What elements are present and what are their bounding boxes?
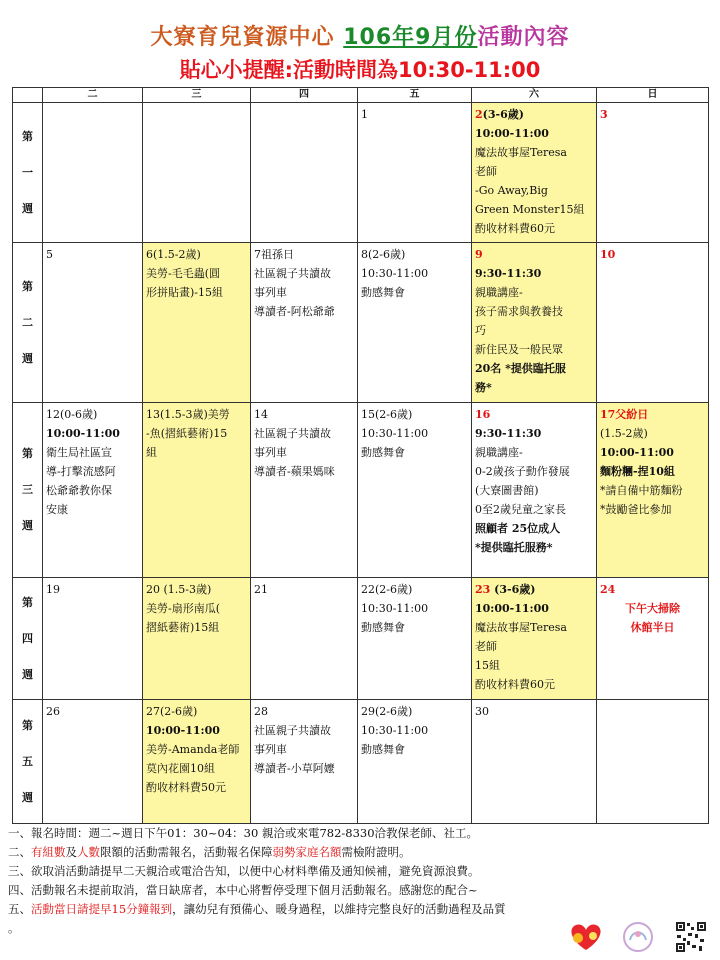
cell-line: 孩子需求與教養技	[475, 305, 563, 318]
day-cell	[251, 103, 358, 243]
day-cell	[143, 403, 251, 578]
cell-line: 酌收材料費50元	[146, 781, 226, 794]
reminder-title: 貼心小提醒:活動時間為10:30-11:00	[179, 58, 541, 82]
weekday-header: 三	[143, 88, 251, 103]
cell-line: 15(2-6歲)	[361, 408, 413, 421]
title-rest: 活動內容	[477, 25, 570, 50]
note-line	[8, 900, 714, 919]
cell-line: 7祖孫日	[254, 248, 294, 261]
cell-line: 26	[46, 705, 60, 718]
day-cell	[597, 103, 709, 243]
cell-line: 巧	[475, 324, 486, 337]
weekday-header-row	[13, 88, 709, 103]
cell-line: 導讀者-阿松爺爺	[254, 305, 335, 318]
note-text: 五、	[8, 902, 31, 916]
cell-line: 導讀者-小草阿嬤	[254, 762, 335, 775]
cell-line: 8(2-6歲)	[361, 248, 406, 261]
day-cell	[358, 700, 472, 824]
cell-line: 1	[361, 108, 368, 121]
corner-cell	[13, 88, 43, 103]
cell-line: 組	[146, 446, 157, 459]
cell-line: 9:30-11:30	[475, 427, 542, 440]
day-cell	[251, 578, 358, 700]
week-label	[13, 103, 43, 243]
cell-line: 17父紛日	[600, 408, 649, 421]
day-cell	[43, 700, 143, 824]
day-cell	[143, 578, 251, 700]
day-cell	[251, 403, 358, 578]
week-row	[13, 578, 709, 700]
weekday-header: 五	[358, 88, 472, 103]
week-label-char: 五	[22, 754, 33, 768]
cell-line: 形拼貼畫)-15組	[146, 286, 224, 299]
cell-line: 9	[475, 248, 483, 261]
note-line	[8, 824, 714, 843]
cell-line: 魔法故事屋Teresa	[475, 621, 567, 634]
week-label-char: 第	[22, 447, 33, 460]
cell-line: 10:30-11:00	[361, 724, 429, 737]
day-cell	[43, 578, 143, 700]
day-cell	[472, 578, 597, 700]
note-text: 二、	[8, 845, 31, 859]
week-row	[13, 103, 709, 243]
cell-line: 動感舞會	[361, 286, 405, 299]
activity-calendar	[12, 87, 709, 824]
cell-line: 莫內花園10組	[146, 762, 215, 775]
cell-line: 照顧者 25位成人	[475, 522, 561, 535]
day-cell	[143, 243, 251, 403]
cell-line: 21	[254, 583, 268, 596]
day-cell	[597, 403, 709, 578]
cell-line: 老師	[475, 640, 497, 653]
day-cell	[43, 243, 143, 403]
cell-line: *請自備中筋麵粉	[600, 484, 683, 497]
cell-line: 新住民及一般民眾	[475, 343, 563, 356]
page-title	[0, 20, 720, 51]
cell-line: 22(2-6歲)	[361, 583, 413, 596]
cell-line: 9:30-11:30	[475, 267, 542, 280]
note-text: 需檢附證明。	[341, 845, 411, 859]
week-label	[13, 700, 43, 824]
cell-line: 10:00-11:00	[600, 446, 674, 459]
note-line	[8, 919, 714, 938]
cell-line: 23 (3-6歲)	[475, 583, 536, 596]
week-row	[13, 700, 709, 824]
partner-logo-icon	[620, 920, 656, 954]
cell-line: 老師	[475, 165, 497, 178]
note-text: 三、欲取消活動請提早二天親洽或電洽告知，以便中心材料準備及通知候補，避免資源浪費。	[8, 864, 480, 878]
cell-line: -Go Away,Big	[475, 184, 548, 197]
weekday-header: 四	[251, 88, 358, 103]
cell-line: 27(2-6歲)	[146, 705, 198, 718]
day-cell	[251, 243, 358, 403]
cell-line: 美勞-扇形南瓜(	[146, 602, 221, 615]
note-text: 限額的活動需報名，活動報名保障	[100, 845, 273, 859]
week-label-char: 第	[22, 718, 33, 732]
note-text: 四、活動報名未提前取消，當日缺席者，本中心將暫停受理下個月活動報名。感謝您的配合~	[8, 883, 478, 897]
cell-line: 10:00-11:00	[46, 427, 120, 440]
cell-line: 動感舞會	[361, 743, 405, 756]
day-cell	[597, 578, 709, 700]
note-text: 活動當日請提早15分鐘報到	[31, 902, 173, 916]
qr-code-icon[interactable]	[675, 921, 707, 953]
cell-line: (大寮圖書館)	[475, 484, 539, 497]
cell-line: 0至2歲兒童之家長	[475, 503, 566, 516]
week-label-char: 週	[22, 201, 33, 215]
cell-line: 10:30-11:00	[361, 427, 429, 440]
week-label	[13, 578, 43, 700]
cell-line: *鼓勵爸比參加	[600, 503, 672, 516]
cell-line: 動感舞會	[361, 446, 405, 459]
notes-section	[8, 824, 714, 938]
note-text: 一、報名時間：週二~週日下午01：30~04：30 親洽或來電782-8330洽教保老師、社工。	[8, 826, 479, 840]
cell-line: 摺紙藝術)15組	[146, 621, 220, 634]
day-cell	[472, 103, 597, 243]
week-label-char: 週	[22, 351, 33, 365]
day-cell	[358, 243, 472, 403]
week-label-char: 第	[22, 279, 33, 293]
cell-line: 6(1.5-2歲)	[146, 248, 201, 261]
cell-line: 社區親子共讀故	[254, 267, 331, 280]
cell-line: 14	[254, 408, 268, 421]
day-number: 2	[475, 108, 483, 121]
cell-line: 安康	[46, 503, 68, 516]
cell-line: 20 (1.5-3歲)	[146, 583, 212, 596]
cell-line: 20名 *提供臨托服	[475, 362, 566, 375]
day-cell	[43, 403, 143, 578]
week-row	[13, 243, 709, 403]
week-label-char: 一	[22, 165, 33, 179]
cell-line: 10:00-11:00	[475, 602, 549, 615]
week-label-char: 三	[22, 483, 33, 496]
day-cell	[472, 403, 597, 578]
weekday-header: 六	[472, 88, 597, 103]
note-line	[8, 862, 714, 881]
cell-line: 親職講座-	[475, 286, 523, 299]
cell-line: -魚(摺紙藝術)15	[146, 427, 228, 440]
cell-line: 3	[600, 108, 608, 121]
note-line	[8, 843, 714, 862]
title-date: 106年9月份	[343, 25, 478, 50]
cell-line: 麵粉糰-捏10組	[600, 465, 675, 478]
week-label-char: 四	[22, 631, 33, 645]
cell-line: 社區親子共讀故	[254, 427, 331, 440]
week-label-char: 週	[22, 519, 33, 532]
week-row	[13, 403, 709, 578]
cell-line: 10:00-11:00	[475, 127, 549, 140]
day-number: 23	[475, 583, 491, 596]
day-cell	[472, 700, 597, 824]
cell-line: 2(3-6歲)	[475, 108, 524, 121]
day-cell	[358, 578, 472, 700]
weekday-header: 日	[597, 88, 709, 103]
week-label-char: 週	[22, 667, 33, 681]
cell-line: 5	[46, 248, 53, 261]
day-cell	[143, 103, 251, 243]
center-logo-icon	[566, 920, 606, 952]
cell-line: 事列車	[254, 743, 287, 756]
cell-line: 13(1.5-3歲)美勞	[146, 408, 230, 421]
cell-line: 下午大掃除	[625, 602, 680, 615]
center-name: 大寮育兒資源中心	[150, 25, 335, 50]
cell-line: 24	[600, 583, 616, 596]
cell-line: 務*	[475, 381, 492, 394]
cell-line: 16	[475, 408, 491, 421]
cell-line: 15組	[475, 659, 500, 672]
cell-line: 30	[475, 705, 489, 718]
day-cell	[43, 103, 143, 243]
week-label-char: 二	[22, 315, 33, 329]
cell-line: 動感舞會	[361, 621, 405, 634]
week-label-char: 第	[22, 129, 33, 143]
day-cell	[143, 700, 251, 824]
cell-line: 導-打擊流感阿	[46, 465, 116, 478]
cell-line: 松爺爺教你保	[46, 484, 112, 497]
note-text: 及	[65, 845, 77, 859]
day-cell	[251, 700, 358, 824]
cell-line: Green Monster15組	[475, 203, 585, 216]
cell-line: 19	[46, 583, 60, 596]
weekday-header: 二	[43, 88, 143, 103]
cell-line: 美勞-毛毛蟲(圓	[146, 267, 221, 280]
cell-line: 10:00-11:00	[146, 724, 220, 737]
day-cell	[358, 403, 472, 578]
note-text: 有組數	[31, 845, 66, 859]
cell-line: 酌收材料費60元	[475, 678, 555, 691]
note-line	[8, 881, 714, 900]
note-text: 弱勢家庭名額	[272, 845, 342, 859]
note-text: 人數	[77, 845, 100, 859]
cell-line: 10:30-11:00	[361, 602, 429, 615]
week-label-char: 週	[22, 790, 33, 804]
cell-line: 親職講座-	[475, 446, 523, 459]
cell-line: 10:30-11:00	[361, 267, 429, 280]
cell-line: 美勞-Amanda老師	[146, 743, 240, 756]
cell-line: 酌收材料費60元	[475, 222, 555, 235]
cell-line: 29(2-6歲)	[361, 705, 413, 718]
cell-line: 0-2歲孩子動作發展	[475, 465, 570, 478]
note-text: 。	[8, 921, 20, 935]
day-cell	[597, 243, 709, 403]
cell-line: 社區親子共讀故	[254, 724, 331, 737]
day-cell	[472, 243, 597, 403]
cell-line: 導讀者-蘋果媽咪	[254, 465, 335, 478]
week-label	[13, 403, 43, 578]
cell-line: 12(0-6歲)	[46, 408, 98, 421]
week-label-char: 第	[22, 595, 33, 609]
cell-line: 事列車	[254, 446, 287, 459]
cell-line: 休館半日	[630, 621, 675, 634]
day-cell	[358, 103, 472, 243]
day-cell	[597, 700, 709, 824]
cell-line: 28	[254, 705, 268, 718]
cell-line: (1.5-2歲)	[600, 427, 648, 440]
week-label	[13, 243, 43, 403]
cell-line: 魔法故事屋Teresa	[475, 146, 567, 159]
cell-line: 衛生局社區宣	[46, 446, 112, 459]
cell-line: *提供臨托服務*	[475, 541, 553, 554]
cell-line: 10	[600, 248, 616, 261]
note-text: ，讓幼兒有預備心、暖身過程，以維持完整良好的活動過程及品質	[172, 902, 506, 916]
cell-line: 事列車	[254, 286, 287, 299]
